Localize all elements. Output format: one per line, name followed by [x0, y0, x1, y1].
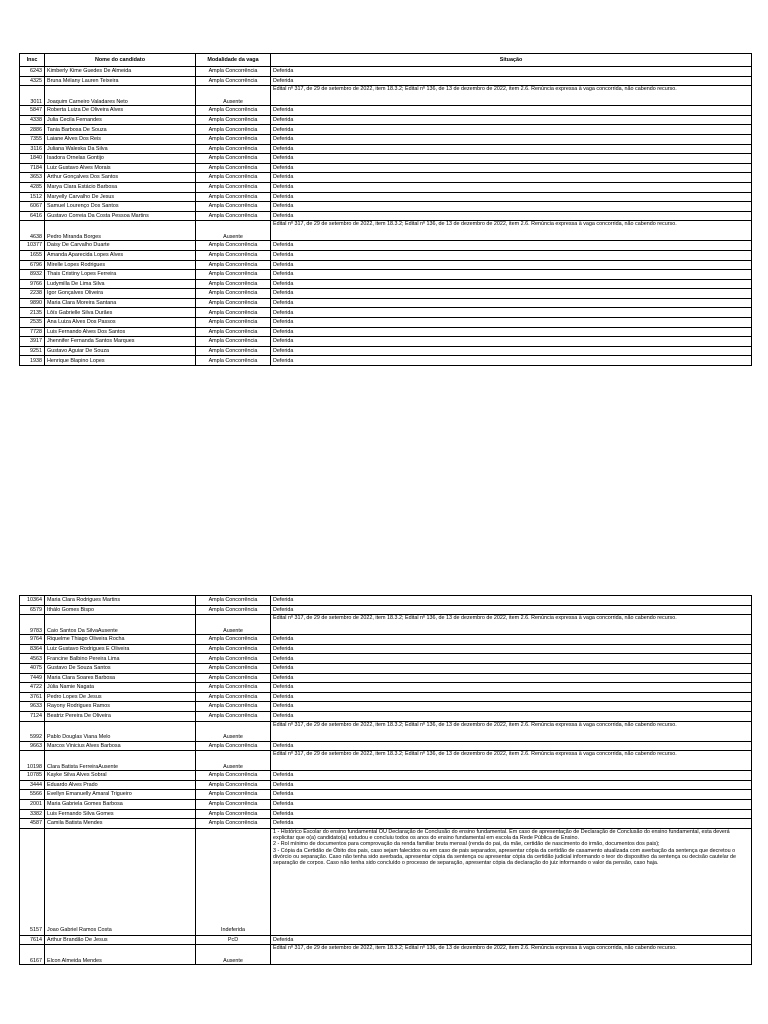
- cell-insc: 1840: [20, 154, 45, 164]
- cell-modalidade: Ampla Concorrência: [196, 663, 271, 673]
- cell-nome: Rayony Rodrigues Ramos: [45, 702, 196, 712]
- cell-modalidade: Ampla Concorrência: [196, 144, 271, 154]
- table-row: [20, 318, 752, 328]
- cell-situacao: Deferida: [271, 250, 752, 260]
- cell-insc: 4075: [20, 663, 45, 673]
- cell-insc: 6067: [20, 202, 45, 212]
- cell-nome: Arthur Brandão De Jesus: [45, 935, 196, 945]
- cell-insc: 5847: [20, 106, 45, 116]
- header-nome: Nome do candidato: [45, 54, 196, 67]
- table-row: [20, 298, 752, 308]
- cell-situacao: Edital nº 317, de 29 de setembro de 2022, item 18.3.2; Edital nº 136, de 13 de dezembro de 2022, item 2.6. Renúncia expressa à vaga concorrida, não cabendo recurso.: [271, 721, 752, 741]
- table-row: [20, 799, 752, 809]
- cell-situacao: Deferida: [271, 202, 752, 212]
- cell-modalidade: Ampla Concorrência: [196, 76, 271, 86]
- cell-situacao: Deferida: [271, 790, 752, 800]
- table-row: [20, 337, 752, 347]
- table-row: [20, 115, 752, 125]
- cell-insc: 6416: [20, 211, 45, 221]
- cell-nome: Luis Fernando Silva Gomes: [45, 809, 196, 819]
- cell-insc: 7124: [20, 711, 45, 721]
- cell-nome: Caio Santos Da SilvaAusente: [45, 615, 196, 635]
- cell-modalidade: Ampla Concorrência: [196, 337, 271, 347]
- cell-insc: 4638: [20, 221, 45, 241]
- table-row: [20, 635, 752, 645]
- cell-situacao: Deferida: [271, 741, 752, 751]
- cell-nome: Bruna Mélany Lauren Teixeira: [45, 76, 196, 86]
- table-row: [20, 163, 752, 173]
- cell-nome: Julia Cecila Fernandes: [45, 115, 196, 125]
- cell-situacao: Deferida: [271, 106, 752, 116]
- table-row: [20, 270, 752, 280]
- cell-modalidade: Ampla Concorrência: [196, 790, 271, 800]
- table-row: [20, 279, 752, 289]
- cell-nome: Ithálo Gomes Bispo: [45, 605, 196, 615]
- cell-insc: 1938: [20, 356, 45, 366]
- cell-nome: Tania Barbosa De Souza: [45, 125, 196, 135]
- cell-situacao: Deferida: [271, 279, 752, 289]
- table-row: [20, 356, 752, 366]
- cell-modalidade: Ampla Concorrência: [196, 635, 271, 645]
- cell-nome: Kayke Silva Alves Sobral: [45, 771, 196, 781]
- cell-situacao: Deferida: [271, 76, 752, 86]
- header-situacao: Situação: [271, 54, 752, 67]
- cell-situacao: Deferida: [271, 192, 752, 202]
- table-row: [20, 711, 752, 721]
- cell-modalidade: Ampla Concorrência: [196, 115, 271, 125]
- table-row: [20, 144, 752, 154]
- cell-situacao: Deferida: [271, 683, 752, 693]
- cell-situacao: 1 - Histórico Escolar do ensino fundamental OU Declaração de Conclusão do ensino fundamental. Em caso de apresentação de Declaração de Conclusão do ensino fundamental, esta deverá explicitar que o(a) candidato(a) estudou e concluiu todos os anos do ensino fundamental em escola da Rede Pública de Ensino. 2 - Rol mínimo de documentos para comprovação da renda familiar bruta mensal (renda do pai, da mãe, certidão de nascimento do irmão, documentos dos pais); 3 - Cópia da Certidão de Óbito dos pais, caso sejam falecidos ou em caso de pais separados, apresentar cópia da certidão de casamento atualizada com averbação da sentença que decretou o divórcio ou separação. Caso não tenha sido averbada, apresentar cópia da sentença ou apresentar cópia da certidão judicial informando o teor do dispositivo da sentença ou decisão cautelar de separação de corpos. Caso não tenha sido concluído o processo de separação, apresentar cópia da declaração do juiz informando o valor da pensão, caso haja.: [271, 828, 752, 935]
- cell-modalidade: Ampla Concorrência: [196, 654, 271, 664]
- cell-modalidade: Ampla Concorrência: [196, 605, 271, 615]
- cell-modalidade: Ampla Concorrência: [196, 356, 271, 366]
- cell-situacao: Deferida: [271, 318, 752, 328]
- cell-insc: 8364: [20, 644, 45, 654]
- cell-modalidade: Ampla Concorrência: [196, 809, 271, 819]
- cell-situacao: Deferida: [271, 67, 752, 77]
- cell-modalidade: Ampla Concorrência: [196, 692, 271, 702]
- cell-insc: 3761: [20, 692, 45, 702]
- cell-situacao: Deferida: [271, 154, 752, 164]
- cell-modalidade: Ampla Concorrência: [196, 327, 271, 337]
- cell-situacao: Deferida: [271, 346, 752, 356]
- cell-insc: 6243: [20, 67, 45, 77]
- cell-nome: Clara Batista FerreiraAusente: [45, 751, 196, 771]
- table-row: [20, 809, 752, 819]
- cell-nome: Henrique Blapino Lopes: [45, 356, 196, 366]
- table-row: [20, 692, 752, 702]
- table-row: [20, 702, 752, 712]
- cell-situacao: Deferida: [271, 654, 752, 664]
- cell-nome: Francine Balbino Pereira Lima: [45, 654, 196, 664]
- cell-nome: Igor Gonçalves Oliveira: [45, 289, 196, 299]
- table-body-2: [20, 596, 752, 965]
- cell-nome: Ludymilla De Lima Silva: [45, 279, 196, 289]
- cell-insc: 7355: [20, 134, 45, 144]
- table-row: [20, 346, 752, 356]
- cell-modalidade: Ampla Concorrência: [196, 702, 271, 712]
- cell-situacao: Deferida: [271, 144, 752, 154]
- cell-nome: Elcon Almeida Mendes: [45, 945, 196, 965]
- table-row: [20, 327, 752, 337]
- cell-modalidade: Ausente: [196, 221, 271, 241]
- cell-nome: Arthur Gonçalves Dos Santos: [45, 173, 196, 183]
- cell-situacao: Deferida: [271, 663, 752, 673]
- cell-situacao: Deferida: [271, 163, 752, 173]
- cell-insc: 2886: [20, 125, 45, 135]
- cell-situacao: Deferida: [271, 692, 752, 702]
- cell-insc: 7449: [20, 673, 45, 683]
- cell-modalidade: Ampla Concorrência: [196, 202, 271, 212]
- cell-insc: 9766: [20, 279, 45, 289]
- cell-insc: 1512: [20, 192, 45, 202]
- cell-situacao: Deferida: [271, 298, 752, 308]
- cell-insc: 2135: [20, 308, 45, 318]
- cell-nome: Maria Gabriela Gomes Barbosa: [45, 799, 196, 809]
- cell-modalidade: Ampla Concorrência: [196, 279, 271, 289]
- cell-modalidade: Ampla Concorrência: [196, 260, 271, 270]
- cell-nome: Marya Clara Estácio Barbosa: [45, 182, 196, 192]
- table-row: [20, 250, 752, 260]
- cell-insc: 9251: [20, 346, 45, 356]
- table-row: [20, 106, 752, 116]
- cell-situacao: Deferida: [271, 711, 752, 721]
- table-row: [20, 596, 752, 606]
- cell-nome: Júlia Namie Nagata: [45, 683, 196, 693]
- table-row: [20, 615, 752, 635]
- cell-situacao: Deferida: [271, 125, 752, 135]
- cell-insc: 4338: [20, 115, 45, 125]
- table-row: [20, 192, 752, 202]
- cell-insc: 3011: [20, 86, 45, 106]
- cell-insc: 5157: [20, 828, 45, 935]
- table-row: [20, 819, 752, 829]
- cell-insc: 3382: [20, 809, 45, 819]
- table-row: [20, 663, 752, 673]
- cell-modalidade: Indeferida: [196, 828, 271, 935]
- cell-situacao: Deferida: [271, 211, 752, 221]
- cell-nome: Thais Cristiny Lopes Ferreira: [45, 270, 196, 280]
- cell-insc: 7184: [20, 163, 45, 173]
- cell-modalidade: Ampla Concorrência: [196, 134, 271, 144]
- cell-nome: Luiz Gustavo Rodrigues E Oliveira: [45, 644, 196, 654]
- cell-situacao: Deferida: [271, 327, 752, 337]
- cell-insc: 9890: [20, 298, 45, 308]
- cell-nome: Samuel Lourenço Dos Santos: [45, 202, 196, 212]
- cell-insc: 10785: [20, 771, 45, 781]
- cell-modalidade: Ampla Concorrência: [196, 799, 271, 809]
- cell-insc: 3653: [20, 173, 45, 183]
- table-row: [20, 211, 752, 221]
- cell-nome: Camila Batista Mendes: [45, 819, 196, 829]
- cell-modalidade: Ampla Concorrência: [196, 771, 271, 781]
- cell-insc: 4722: [20, 683, 45, 693]
- cell-situacao: Edital nº 317, de 29 de setembro de 2022, item 18.3.2; Edital nº 136, de 13 de dezembro de 2022, item 2.6. Renúncia expressa à vaga concorrida, não cabendo recurso.: [271, 221, 752, 241]
- cell-insc: 9764: [20, 635, 45, 645]
- cell-situacao: Deferida: [271, 260, 752, 270]
- table-header-row: [20, 54, 752, 67]
- cell-modalidade: Ampla Concorrência: [196, 819, 271, 829]
- cell-modalidade: Ampla Concorrência: [196, 270, 271, 280]
- cell-situacao: Edital nº 317, de 29 de setembro de 2022, item 18.3.2; Edital nº 136, de 13 de dezembro de 2022, item 2.6. Renúncia expressa à vaga concorrida, não cabendo recurso.: [271, 86, 752, 106]
- table-row: [20, 134, 752, 144]
- cell-nome: Roberta Luiza De Oliveira Alves: [45, 106, 196, 116]
- cell-insc: 4285: [20, 182, 45, 192]
- cell-modalidade: Ausente: [196, 86, 271, 106]
- cell-nome: Amanda Aparecida Lopes Alves: [45, 250, 196, 260]
- table-row: [20, 125, 752, 135]
- cell-nome: Eduardo Alves Prado: [45, 780, 196, 790]
- table-row: [20, 221, 752, 241]
- cell-insc: 10364: [20, 596, 45, 606]
- cell-insc: 2001: [20, 799, 45, 809]
- table-row: [20, 260, 752, 270]
- cell-modalidade: Ampla Concorrência: [196, 780, 271, 790]
- table-row: [20, 683, 752, 693]
- cell-situacao: Deferida: [271, 182, 752, 192]
- table-row: [20, 751, 752, 771]
- cell-nome: Maryelly Carvalho De Jesus: [45, 192, 196, 202]
- cell-nome: Joaquim Carneiro Valadares Neto: [45, 86, 196, 106]
- cell-insc: 7728: [20, 327, 45, 337]
- cell-insc: 8932: [20, 270, 45, 280]
- header-modalidade: Modalidade da vaga: [196, 54, 271, 67]
- cell-nome: Maria Clara Soares Barbosa: [45, 673, 196, 683]
- cell-nome: Marcos Vinicius Alves Barbosa: [45, 741, 196, 751]
- cell-modalidade: Ampla Concorrência: [196, 308, 271, 318]
- cell-modalidade: Ausente: [196, 721, 271, 741]
- cell-nome: Pedro Miranda Borges: [45, 221, 196, 241]
- cell-nome: Jhennifer Fernanda Santos Marques: [45, 337, 196, 347]
- cell-nome: Ana Luiza Alves Dos Passos: [45, 318, 196, 328]
- cell-insc: 4587: [20, 819, 45, 829]
- cell-nome: Maria Clara Rodrigues Martins: [45, 596, 196, 606]
- cell-nome: Juliana Waleska Da Silva: [45, 144, 196, 154]
- cell-situacao: Deferida: [271, 644, 752, 654]
- table-row: [20, 86, 752, 106]
- cell-modalidade: Ampla Concorrência: [196, 163, 271, 173]
- cell-modalidade: Ampla Concorrência: [196, 250, 271, 260]
- cell-insc: 6167: [20, 945, 45, 965]
- cell-modalidade: Ampla Concorrência: [196, 289, 271, 299]
- cell-modalidade: Ampla Concorrência: [196, 125, 271, 135]
- cell-modalidade: Ampla Concorrência: [196, 683, 271, 693]
- cell-insc: 6579: [20, 605, 45, 615]
- cell-situacao: Deferida: [271, 635, 752, 645]
- cell-modalidade: Ausente: [196, 751, 271, 771]
- cell-modalidade: Ampla Concorrência: [196, 211, 271, 221]
- cell-situacao: Deferida: [271, 596, 752, 606]
- cell-insc: 1655: [20, 250, 45, 260]
- cell-modalidade: PcD: [196, 935, 271, 945]
- cell-nome: Riquelme Thiago Oliveira Rocha: [45, 635, 196, 645]
- header-insc: Insc: [20, 54, 45, 67]
- cell-nome: Beatriz Pereira De Oliveira: [45, 711, 196, 721]
- cell-modalidade: Ampla Concorrência: [196, 182, 271, 192]
- cell-nome: Evellyn Emanuelly Amaral Trigueiro: [45, 790, 196, 800]
- cell-nome: Gustavo Correia Da Costa Pessoa Martins: [45, 211, 196, 221]
- cell-situacao: Deferida: [271, 134, 752, 144]
- cell-modalidade: Ampla Concorrência: [196, 711, 271, 721]
- table-row: [20, 945, 752, 965]
- table-row: [20, 241, 752, 251]
- table-row: [20, 780, 752, 790]
- cell-nome: Gustavo Aguiar De Souza: [45, 346, 196, 356]
- cell-modalidade: Ampla Concorrência: [196, 346, 271, 356]
- cell-nome: Lôís Gabrielle Silva Durães: [45, 308, 196, 318]
- cell-nome: Isadora Ornelas Gontijo: [45, 154, 196, 164]
- cell-situacao: Deferida: [271, 673, 752, 683]
- table-row: [20, 654, 752, 664]
- cell-insc: 4563: [20, 654, 45, 664]
- cell-situacao: Deferida: [271, 115, 752, 125]
- cell-situacao: Deferida: [271, 270, 752, 280]
- cell-nome: Pablo Douglas Viana Melo: [45, 721, 196, 741]
- table-body-1: [20, 67, 752, 366]
- cell-insc: 3917: [20, 337, 45, 347]
- cell-insc: 6796: [20, 260, 45, 270]
- cell-modalidade: Ampla Concorrência: [196, 298, 271, 308]
- cell-modalidade: Ampla Concorrência: [196, 596, 271, 606]
- cell-situacao: Deferida: [271, 337, 752, 347]
- cell-insc: 4325: [20, 76, 45, 86]
- cell-modalidade: Ampla Concorrência: [196, 644, 271, 654]
- cell-modalidade: Ampla Concorrência: [196, 67, 271, 77]
- cell-nome: Maria Clara Moreira Santana: [45, 298, 196, 308]
- cell-insc: 10377: [20, 241, 45, 251]
- table-row: [20, 76, 752, 86]
- cell-situacao: Deferida: [271, 702, 752, 712]
- cell-insc: 5566: [20, 790, 45, 800]
- cell-nome: Kimberly Kime Guedes De Almeida: [45, 67, 196, 77]
- cell-situacao: Deferida: [271, 935, 752, 945]
- cell-nome: Joao Gabriel Ramos Costa: [45, 828, 196, 935]
- table-row: [20, 935, 752, 945]
- table-row: [20, 828, 752, 935]
- table-row: [20, 673, 752, 683]
- table-row: [20, 308, 752, 318]
- table-row: [20, 202, 752, 212]
- cell-insc: 9783: [20, 615, 45, 635]
- cell-insc: 10198: [20, 751, 45, 771]
- cell-modalidade: Ampla Concorrência: [196, 318, 271, 328]
- cell-insc: 9663: [20, 741, 45, 751]
- cell-situacao: Deferida: [271, 605, 752, 615]
- table-row: [20, 154, 752, 164]
- cell-nome: Luis Fernando Alves Dos Santos: [45, 327, 196, 337]
- cell-nome: Daisy De Carvalho Duarte: [45, 241, 196, 251]
- cell-modalidade: Ampla Concorrência: [196, 673, 271, 683]
- cell-modalidade: Ampla Concorrência: [196, 241, 271, 251]
- cell-modalidade: Ausente: [196, 615, 271, 635]
- candidates-table-1: [19, 53, 752, 366]
- table-row: [20, 771, 752, 781]
- cell-nome: Gustavo De Souza Santos: [45, 663, 196, 673]
- table-row: [20, 790, 752, 800]
- table-row: [20, 173, 752, 183]
- table-row: [20, 721, 752, 741]
- cell-modalidade: Ampla Concorrência: [196, 741, 271, 751]
- cell-situacao: Deferida: [271, 809, 752, 819]
- table-row: [20, 644, 752, 654]
- cell-insc: 2535: [20, 318, 45, 328]
- cell-situacao: Deferida: [271, 241, 752, 251]
- cell-situacao: Deferida: [271, 173, 752, 183]
- cell-insc: 5992: [20, 721, 45, 741]
- cell-insc: 3116: [20, 144, 45, 154]
- cell-modalidade: Ampla Concorrência: [196, 106, 271, 116]
- candidates-table-2: [19, 595, 752, 965]
- table-row: [20, 182, 752, 192]
- cell-insc: 7614: [20, 935, 45, 945]
- cell-insc: 3444: [20, 780, 45, 790]
- table-row: [20, 67, 752, 77]
- cell-situacao: Deferida: [271, 819, 752, 829]
- cell-situacao: Deferida: [271, 308, 752, 318]
- cell-situacao: Deferida: [271, 780, 752, 790]
- cell-nome: Luiz Gustavo Alves Morais: [45, 163, 196, 173]
- cell-modalidade: Ampla Concorrência: [196, 192, 271, 202]
- cell-nome: Mirelle Lopes Rodrigues: [45, 260, 196, 270]
- cell-situacao: Deferida: [271, 356, 752, 366]
- cell-modalidade: Ampla Concorrência: [196, 173, 271, 183]
- cell-modalidade: Ausente: [196, 945, 271, 965]
- cell-situacao: Edital nº 317, de 29 de setembro de 2022, item 18.3.2; Edital nº 136, de 13 de dezembro de 2022, item 2.6. Renúncia expressa à vaga concorrida, não cabendo recurso.: [271, 615, 752, 635]
- cell-situacao: Deferida: [271, 799, 752, 809]
- cell-situacao: Edital nº 317, de 29 de setembro de 2022, item 18.3.2; Edital nº 136, de 13 de dezembro de 2022, item 2.6. Renúncia expressa à vaga concorrida, não cabendo recurso.: [271, 945, 752, 965]
- table-row: [20, 289, 752, 299]
- table-row: [20, 741, 752, 751]
- cell-situacao: Deferida: [271, 289, 752, 299]
- cell-insc: 2238: [20, 289, 45, 299]
- cell-nome: Laiane Alves Dos Reis: [45, 134, 196, 144]
- cell-situacao: Deferida: [271, 771, 752, 781]
- cell-insc: 9633: [20, 702, 45, 712]
- cell-situacao: Edital nº 317, de 29 de setembro de 2022, item 18.3.2; Edital nº 136, de 13 de dezembro de 2022, item 2.6. Renúncia expressa à vaga concorrida, não cabendo recurso.: [271, 751, 752, 771]
- cell-nome: Pedro Lopes De Jesus: [45, 692, 196, 702]
- table-row: [20, 605, 752, 615]
- cell-modalidade: Ampla Concorrência: [196, 154, 271, 164]
